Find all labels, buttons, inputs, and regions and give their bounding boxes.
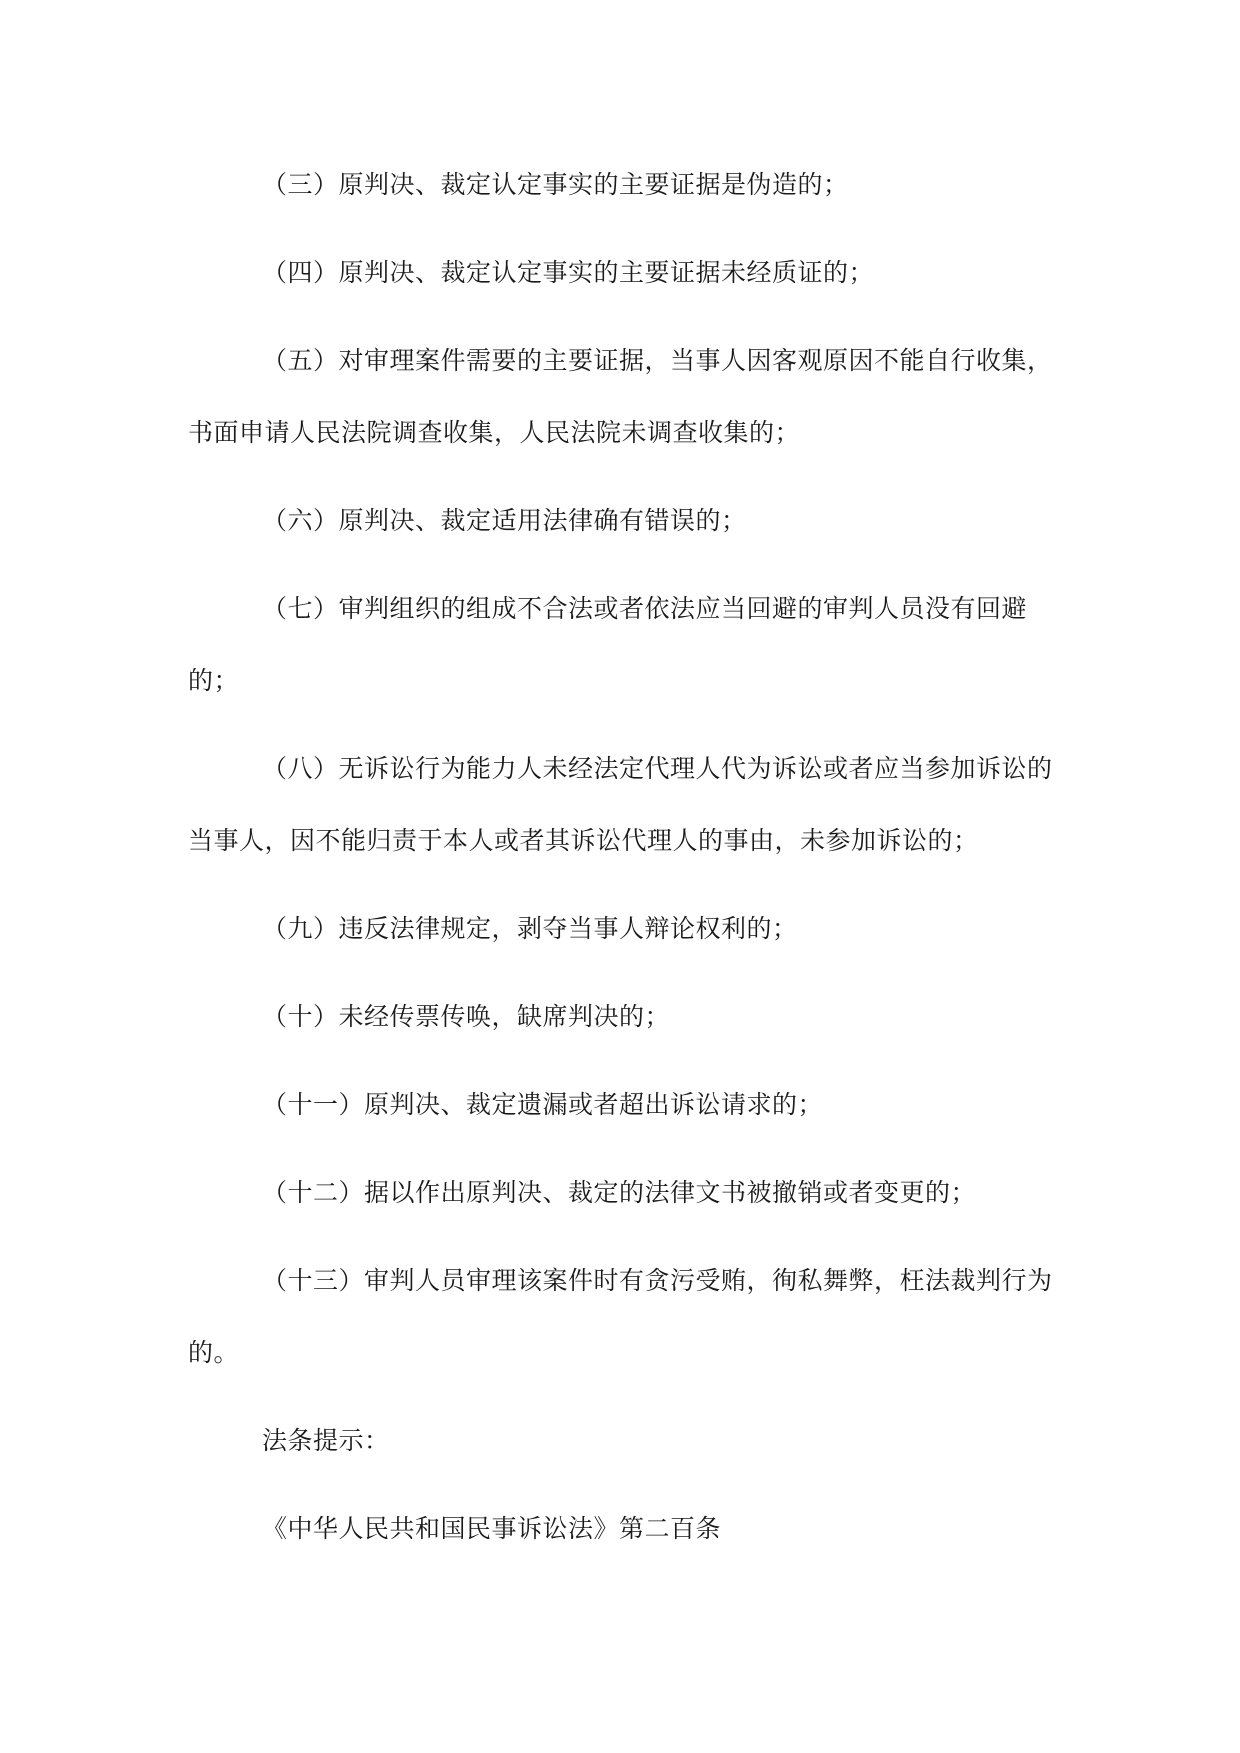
clause-5-line-1: （五）对审理案件需要的主要证据，当事人因客观原因不能自行收集， [262, 346, 1053, 375]
law-citation: 《中华人民共和国民事诉讼法》第二百条 [262, 1514, 722, 1543]
clause-7-line-1: （七）审判组织的组成不合法或者依法应当回避的审判人员没有回避 [262, 594, 1028, 623]
clause-5-line-2: 书面申请人民法院调查收集，人民法院未调查收集的； [188, 418, 801, 447]
clause-13-line-2: 的。 [188, 1338, 240, 1367]
clause-4-line: （四）原判决、裁定认定事实的主要证据未经质证的； [262, 258, 875, 287]
clause-7-line-2: 的； [188, 666, 240, 695]
clause-6-line: （六）原判决、裁定适用法律确有错误的； [262, 506, 747, 535]
clause-9-line: （九）违反法律规定，剥夺当事人辩论权利的； [262, 914, 798, 943]
law-hint-label: 法条提示： [262, 1426, 390, 1455]
clause-12-line: （十二）据以作出原判决、裁定的法律文书被撤销或者变更的； [262, 1178, 977, 1207]
clause-8-line-1: （八）无诉讼行为能力人未经法定代理人代为诉讼或者应当参加诉讼的 [262, 754, 1053, 783]
clause-13-line-1: （十三）审判人员审理该案件时有贪污受贿，徇私舞弊，枉法裁判行为 [262, 1266, 1053, 1295]
clause-8-line-2: 当事人，因不能归责于本人或者其诉讼代理人的事由，未参加诉讼的； [188, 826, 979, 855]
clause-11-line: （十一）原判决、裁定遗漏或者超出诉讼请求的； [262, 1090, 824, 1119]
clause-10-line: （十）未经传票传唤，缺席判决的； [262, 1002, 671, 1031]
clause-3-line: （三）原判决、裁定认定事实的主要证据是伪造的； [262, 170, 849, 199]
